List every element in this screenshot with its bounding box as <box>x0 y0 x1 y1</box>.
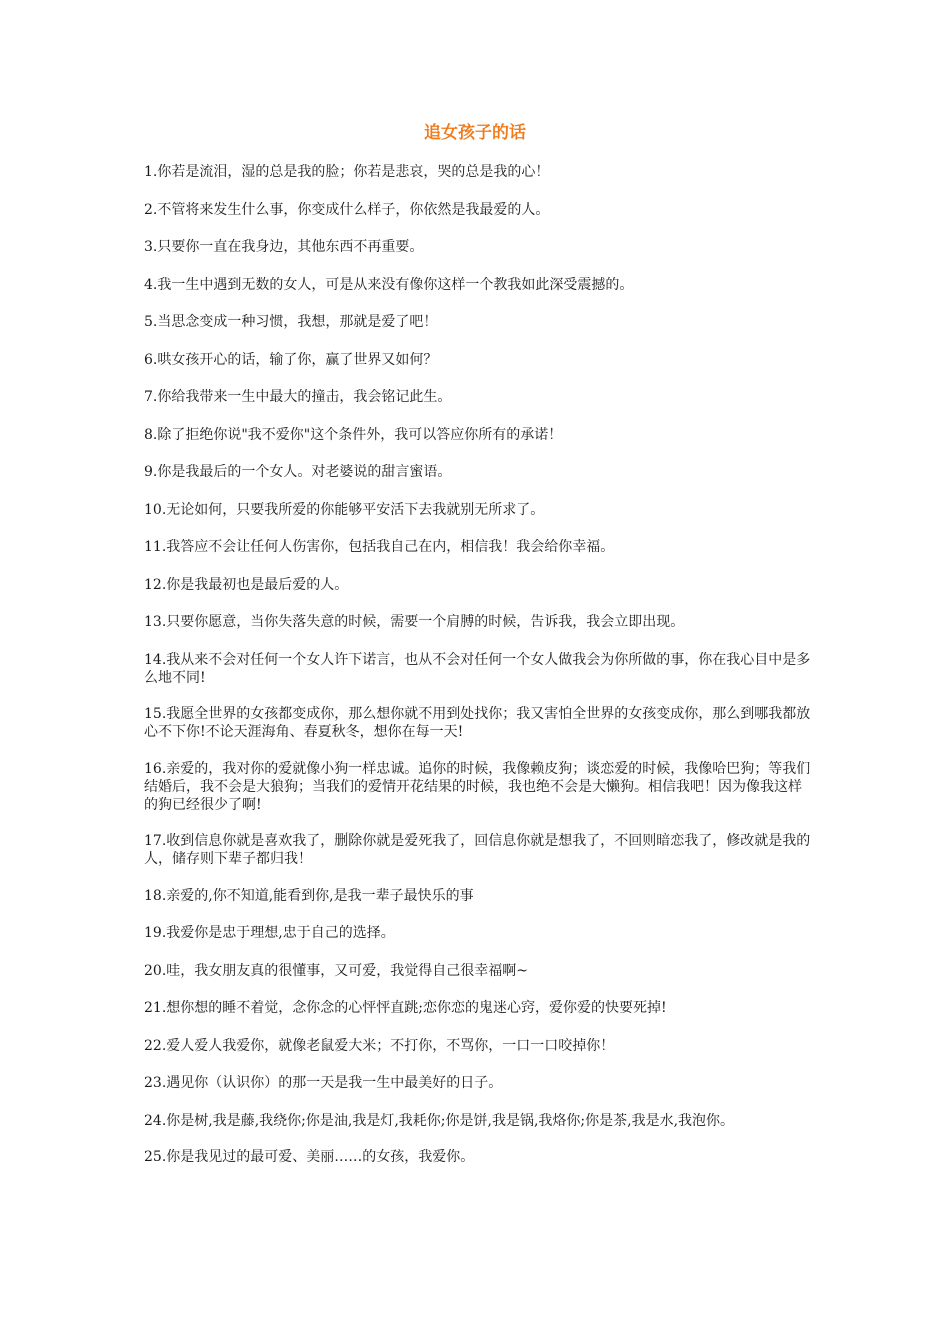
paragraph-11: 11.我答应不会让任何人伤害你，包括我自己在内，相信我！我会给你幸福。 <box>144 539 615 555</box>
document-title: 追女孩子的话 <box>424 123 526 143</box>
document-body <box>144 163 814 1186</box>
paragraph-8: 8.除了拒绝你说"我不爱你"这个条件外，我可以答应你所有的承诺！ <box>144 426 563 443</box>
paragraph-20: 20.哇，我女朋友真的很懂事，又可爱，我觉得自己很幸福啊~ <box>144 962 528 979</box>
paragraph-18: 18.亲爱的,你不知道,能看到你,是我一辈子最快乐的事 <box>144 887 474 904</box>
paragraph-4: 4.我一生中遇到无数的女人，可是从来没有像你这样一个教我如此深受震撼的。 <box>144 276 634 293</box>
paragraph-10: 10.无论如何，只要我所爱的你能够平安活下去我就别无所求了。 <box>144 501 545 518</box>
paragraph-5: 5.当思念变成一种习惯，我想，那就是爱了吧！ <box>144 314 438 330</box>
paragraph-16: 16.亲爱的，我对你的爱就像小狗一样忠诚。追你的时候，我像赖皮狗；谈恋爱的时候，我像哈巴狗；等我们结婚后，我不会是大狼狗；当我们的爱情开花结果的时候，我也绝不会是大懒狗。相信我吧！因为像我这样的狗已经很少了啊! <box>144 760 811 813</box>
paragraph-15: 15.我愿全世界的女孩都变成你，那么想你就不用到处找你；我又害怕全世界的女孩变成你，那么到哪我都放心不下你!不论天涯海角、春夏秋冬，想你在每一天! <box>144 706 811 740</box>
paragraph-7: 7.你给我带来一生中最大的撞击，我会铭记此生。 <box>144 389 452 405</box>
paragraph-17: 17.收到信息你就是喜欢我了，删除你就是爱死我了，回信息你就是想我了，不回则暗恋我了，修改就是我的人，储存则下辈子都归我！ <box>144 833 811 867</box>
paragraph-14: 14.我从来不会对任何一个女人许下诺言，也从不会对任何一个女人做我会为你所做的事，你在我心目中是多么地不同! <box>144 651 811 686</box>
paragraph-3: 3.只要你一直在我身边，其他东西不再重要。 <box>144 239 424 255</box>
paragraph-23: 23.遇见你（认识你）的那一天是我一生中最美好的日子。 <box>144 1075 503 1091</box>
paragraph-9: 9.你是我最后的一个女人。对老婆说的甜言蜜语。 <box>144 464 452 480</box>
paragraph-25: 25.你是我见过的最可爱、美丽……的女孩，我爱你。 <box>144 1149 475 1165</box>
paragraph-22: 22.爱人爱人我爱你，就像老鼠爱大米；不打你，不骂你，一口一口咬掉你！ <box>144 1037 615 1054</box>
paragraph-1: 1.你若是流泪，湿的总是我的脸；你若是悲哀，哭的总是我的心！ <box>144 164 550 180</box>
paragraph-19: 19.我爱你是忠于理想,忠于自己的选择。 <box>144 925 395 941</box>
paragraph-6: 6.哄女孩开心的话，输了你，赢了世界又如何？ <box>144 351 438 368</box>
paragraph-24: 24.你是树,我是藤,我绕你;你是油,我是灯,我耗你;你是饼,我是锅,我烙你;你是茶,我是水,我泡你。 <box>144 1112 735 1129</box>
paragraph-13: 13.只要你愿意，当你失落失意的时候，需要一个肩膊的时候，告诉我，我会立即出现。 <box>144 614 685 630</box>
paragraph-2: 2.不管将来发生什么事，你变成什么样子，你依然是我最爱的人。 <box>144 201 550 218</box>
paragraph-12: 12.你是我最初也是最后爱的人。 <box>144 576 349 593</box>
paragraph-21: 21.想你想的睡不着觉，念你念的心怦怦直跳;恋你恋的鬼迷心窍，爱你爱的快要死掉! <box>144 1000 667 1016</box>
